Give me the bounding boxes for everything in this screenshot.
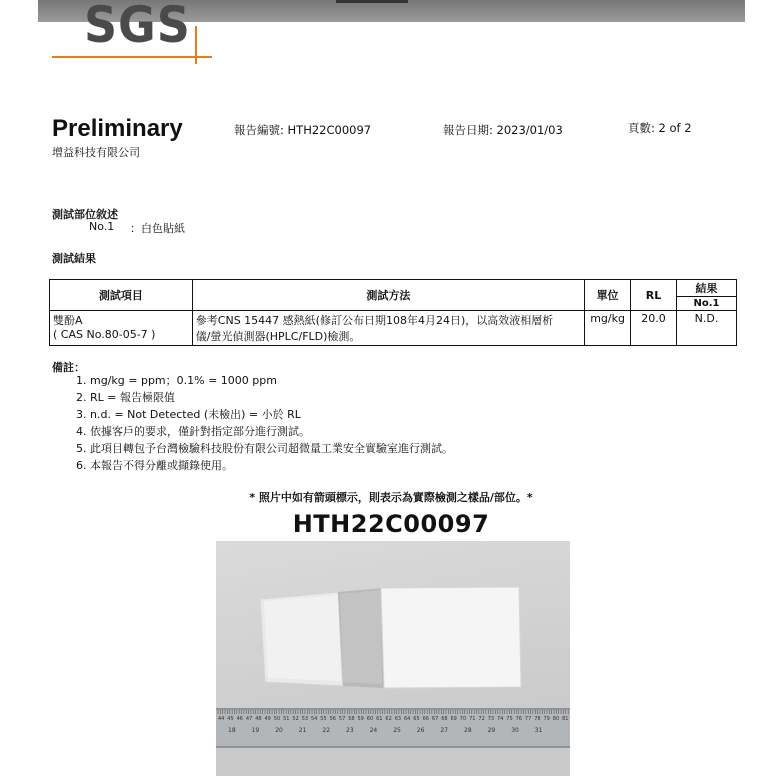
ruler-top-label: 61 — [376, 716, 383, 722]
ruler-top-label: 44 — [218, 716, 225, 722]
ruler-bottom-label: 23 — [346, 727, 354, 734]
ruler-bottom-label: 18 — [228, 727, 236, 734]
ruler-top-label: 45 — [227, 716, 234, 722]
test-part-desc: ：白色貼紙 — [130, 222, 185, 235]
ruler-bottom-label: 30 — [511, 727, 519, 734]
ruler-bottom-label: 27 — [440, 727, 449, 734]
ruler-top-label: 62 — [385, 716, 392, 722]
ruler-top-label: 68 — [441, 716, 448, 722]
test-item-name: 雙酚A — [53, 314, 83, 327]
ruler-top-label: 73 — [487, 716, 495, 722]
ruler-top-label: 53 — [301, 716, 309, 722]
ruler-top-label: 51 — [283, 716, 290, 722]
ruler-top-label: 48 — [255, 716, 262, 722]
ruler-top-label: 72 — [478, 716, 485, 722]
ruler-top-label: 55 — [320, 716, 327, 722]
ruler-top-label: 77 — [524, 716, 532, 722]
ruler-top-label: 49 — [264, 716, 271, 722]
ruler-bottom-label: 29 — [487, 727, 496, 734]
ruler-top-label: 65 — [413, 716, 420, 722]
note-item: 6. 本報告不得分離或擷錄使用。 — [76, 459, 233, 472]
col-header-rl: RL — [631, 280, 677, 311]
ruler-top-label: 60 — [366, 716, 374, 722]
table-row — [50, 311, 737, 346]
ruler-bottom-label: 25 — [393, 727, 401, 734]
col-header-item: 測試項目 — [50, 280, 193, 311]
ruler-top-label: 74 — [497, 716, 504, 722]
ruler-top-label: 79 — [543, 716, 550, 722]
photo-note: * 照片中如有箭頭標示，則表示為實際檢測之樣品/部位。* — [249, 491, 533, 504]
method-line-2: 儀/螢光偵測器(HPLC/FLD)檢測。 — [195, 330, 361, 343]
test-part-heading: 測試部位敘述 — [52, 208, 118, 221]
note-item: 3. n.d. = Not Detected (未檢出) = 小於 RL — [76, 408, 301, 421]
page-count: 頁數: 2 of 2 — [628, 121, 692, 135]
ruler-bottom-label: 20 — [275, 727, 283, 734]
ruler-bottom-label: 28 — [464, 727, 472, 734]
ruler-top-label: 46 — [236, 716, 243, 722]
col-header-method: 測試方法 — [192, 280, 584, 311]
cell-test-method — [192, 311, 584, 346]
ruler-top-label: 64 — [404, 716, 411, 722]
ruler-top-label: 50 — [273, 716, 281, 722]
ruler-bottom-label: 31 — [534, 727, 543, 734]
page-title: Preliminary — [52, 115, 183, 142]
report-number: 報告編號: HTH22C00097 — [234, 123, 372, 137]
ruler-top-label: 81 — [562, 716, 569, 722]
logo-vertical-line — [195, 26, 197, 64]
top-tab-indicator — [336, 0, 408, 3]
sgs-logo-text: SGS — [84, 0, 191, 54]
ruler-top-label: 78 — [534, 716, 541, 722]
logo-underline — [52, 56, 212, 58]
sample-photo-graphic — [216, 541, 570, 776]
test-part-no: No.1 — [89, 220, 115, 233]
ruler-bottom-label: 24 — [369, 727, 378, 734]
notes-heading: 備註： — [52, 361, 85, 374]
company-name: 增益科技有限公司 — [52, 146, 140, 159]
ruler-top-label: 54 — [311, 716, 318, 722]
col-header-unit: 單位 — [585, 280, 631, 311]
photo-report-number: HTH22C00097 — [292, 510, 490, 538]
ruler-bottom-label: 21 — [298, 727, 307, 734]
cell-unit: mg/kg — [585, 311, 631, 346]
method-line-1: 參考CNS 15447 感熱紙(修訂公布日期108年4月24日)，以高效液相層析 — [195, 314, 554, 327]
test-item-cas: ( CAS No.80-05-7 ) — [53, 328, 156, 341]
results-table — [49, 279, 737, 346]
ruler-top-label: 70 — [459, 716, 467, 722]
ruler-top-label: 71 — [469, 716, 476, 722]
note-item: 4. 依據客戶的要求，僅針對指定部分進行測試。 — [76, 425, 310, 438]
cell-rl: 20.0 — [631, 311, 677, 346]
ruler-top-label: 58 — [348, 716, 355, 722]
ruler-top-label: 52 — [292, 716, 299, 722]
note-item: 5. 此項目轉包予台灣檢驗科技股份有限公司超微量工業安全實驗室進行測試。 — [76, 442, 453, 455]
ruler-top-label: 80 — [552, 716, 560, 722]
ruler-top-label: 69 — [450, 716, 457, 722]
results-header-row — [50, 280, 737, 297]
ruler-top-label: 66 — [422, 716, 429, 722]
ruler-top-label: 75 — [506, 716, 513, 722]
ruler-top-label: 76 — [515, 716, 522, 722]
col-header-result: 結果 — [677, 280, 737, 297]
ruler-top-label: 57 — [338, 716, 346, 722]
ruler-bottom-label: 22 — [322, 727, 331, 734]
report-date: 報告日期: 2023/01/03 — [443, 123, 563, 137]
sample-photo — [216, 541, 570, 776]
note-item: 1. mg/kg = ppm；0.1% = 1000 ppm — [76, 374, 277, 387]
cell-test-item — [50, 311, 193, 346]
results-heading: 測試結果 — [52, 252, 96, 265]
ruler-top-label: 59 — [357, 716, 364, 722]
cell-result: N.D. — [677, 311, 737, 346]
ruler-top-label: 63 — [394, 716, 402, 722]
ruler-top-label: 67 — [431, 716, 439, 722]
ruler-top-label: 47 — [245, 716, 253, 722]
ruler-bottom-label: 26 — [416, 727, 425, 734]
col-header-result-sample: No.1 — [677, 297, 737, 311]
ruler-top-label: 56 — [329, 716, 336, 722]
ruler-bottom-label: 19 — [251, 727, 260, 734]
notes-list — [76, 372, 453, 474]
note-item: 2. RL = 報告極限值 — [76, 391, 175, 404]
